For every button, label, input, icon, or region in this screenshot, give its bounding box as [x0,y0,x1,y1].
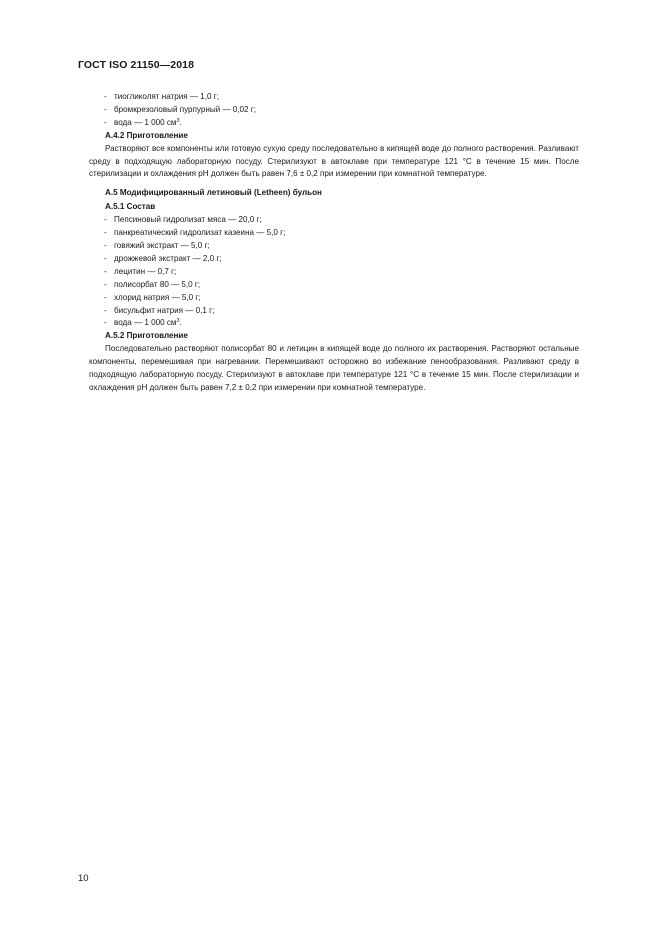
list-item-text: полисорбат 80 — 5,0 г; [114,279,201,289]
list-dash: - [104,104,107,114]
list-item-text: дрожжевой экстракт — 2,0 г; [114,253,222,263]
list-item [89,305,579,318]
list-item-text: тиогликолят натрия — 1,0 г; [114,92,219,101]
list-item [89,292,579,305]
list-dash: - [104,279,107,289]
list-item-text: бисульфит натрия — 0,1 г; [114,305,215,315]
standard-code-header: ГОСТ ISO 21150—2018 [78,59,195,71]
page-number: 10 [78,873,89,884]
list-item [89,240,579,253]
list-item-text: хлорид натрия — 5,0 г; [114,292,201,302]
section-heading-a52: А.5.2 Приготовление [105,331,188,341]
list-dash: - [104,318,107,328]
list-item-text: говяжий экстракт — 5,0 г; [114,240,210,250]
section-heading-a5: А.5 Модифицированный летиновый (Letheen) бульон [105,188,322,198]
section-heading-a51: А.5.1 Состав [105,202,156,212]
list-item-text: вода — 1 000 $см^3$. [114,117,182,127]
list-item [89,266,579,279]
list-item-text: Пепсиновый гидролизат мяса — 20,0 г; [114,215,262,225]
list-dash: - [104,305,107,315]
list-item-text: вода — 1 000 $см^3$. [114,318,182,328]
list-dash: - [104,92,107,101]
list-item-text: панкреатический гидролизат казеина — 5,0 г; [114,228,286,238]
list-item [89,117,579,130]
list-item [89,227,579,240]
list-item [89,253,579,266]
list-item-text: лецитин — 0,7 г; [114,266,177,276]
list-dash: - [104,228,107,238]
list-item [89,317,579,330]
list-item [89,91,579,104]
list-dash: - [104,240,107,250]
section-heading-a42: А.4.2 Приготовление [105,130,188,140]
list-dash: - [104,215,107,225]
list-dash: - [104,253,107,263]
list-dash: - [104,117,107,127]
list-item [89,279,579,292]
list-item [89,214,579,227]
paragraph-a52: Последовательно растворяют полисорбат 80 и летицин в кипящей воде до полного их растворения. Растворяют остальные компоненты, перемешивая при нагревании. Перемешивают осторожно во избежание пенообразования. Разливают среду в подходящую лабораторную посуду. Стерилизуют в автоклаве при температуре 121 °С в течение 15 мин. После стерилизации и охлаждения pH должен быть равен 7,2 ± 0,2 при измерении при комнатной температуре. [89,344,579,392]
document-body [89,91,579,395]
list-item-text: бромкрезоловый пурпурный — 0,02 г; [114,104,256,114]
list-dash: - [104,266,107,276]
paragraph-a42: Растворяют все компоненты или готовую сухую среду последовательно в кипящей воде до полного растворения. Разливают среду в подходящую лабораторную посуду. Стерилизуют в автоклаве при температуре 121 °С в течение 15 мин. После стерилизации и охлаждения pH должен быть равен 7,6 ± 0,2 при измерении при комнатной температуре. [89,143,579,179]
list-dash: - [104,292,107,302]
list-item [89,104,579,117]
